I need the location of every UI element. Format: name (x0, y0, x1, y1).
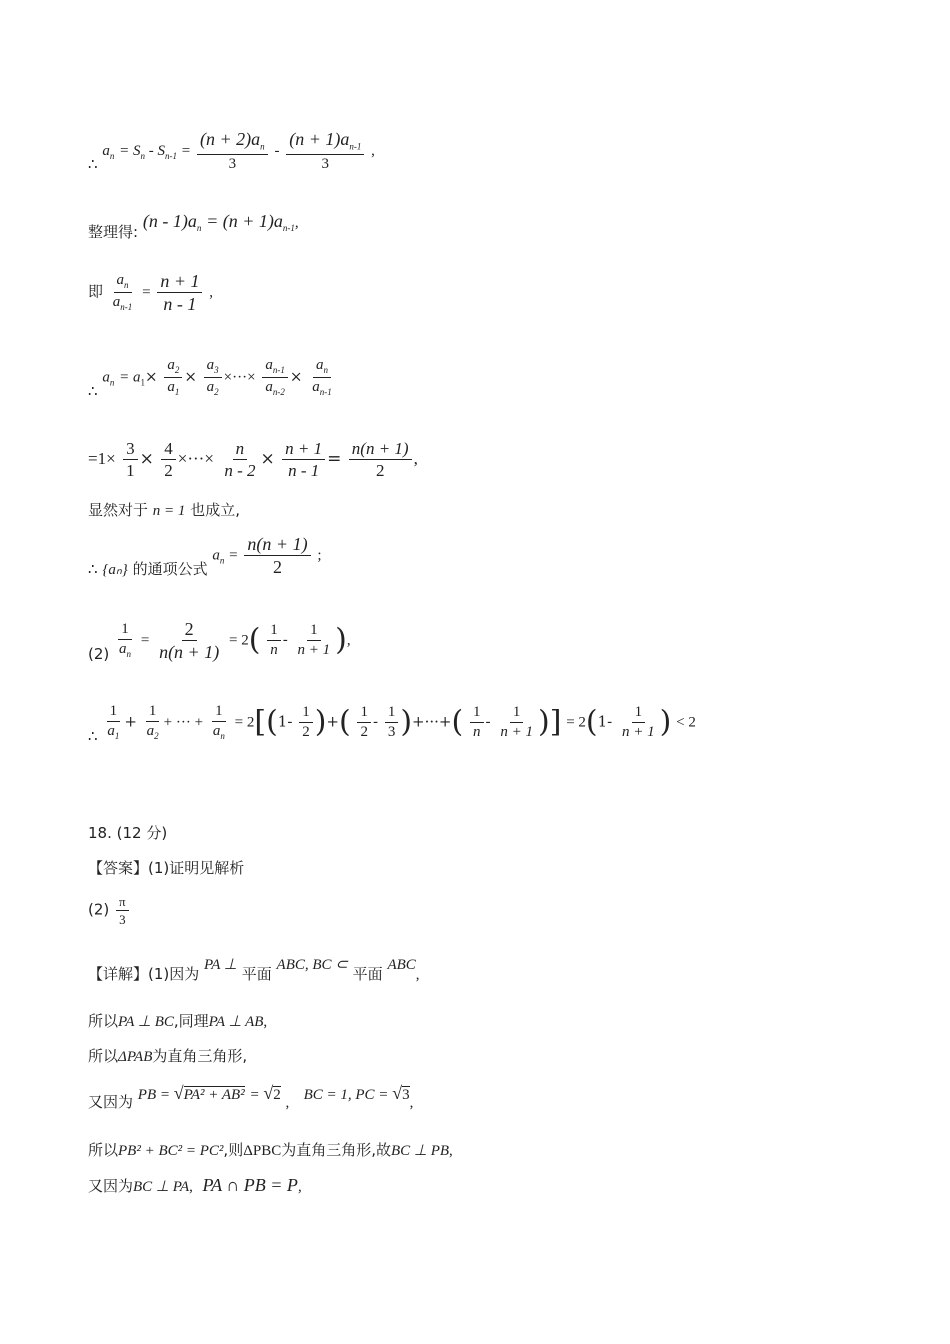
question-18-header: 18. (12 分) (88, 824, 168, 842)
rearrange-label: 整理得: (88, 223, 139, 241)
fraction: $\frac{n + 1}{n - 1}$ (282, 440, 325, 479)
therefore-symbol: ∴ (88, 156, 98, 173)
eq-general-term: ∴ {aₙ} 的通项公式 $a_n$ = $\frac{n(n + 1)}{2}$ ; (88, 534, 322, 578)
eq-product-value: =1× $\frac{3}{1}$ × $\frac{4}{2}$ ×···× $\frac{n}{n - 2}$ × $\frac{n + 1}{n - 1}$ = $\frac{n(n + 1)}{2}$ , (88, 439, 418, 480)
fraction: $\frac{1}{2}$ (357, 705, 371, 740)
fraction: $\frac{a_3}{a_2}$ (204, 358, 222, 397)
fraction: $\frac{1}{a_n}$ (212, 703, 225, 741)
fraction: $\frac{n + 1}{n - 1}$ (157, 272, 202, 313)
eq-rearrange: 整理得: $(n - 1)a_n = (n + 1)a_{n-1}$, (88, 211, 299, 241)
fraction: $\frac{(n + 1)a_{n-1}}{3}$ (286, 130, 364, 172)
fraction: $\frac{n(n + 1)}{2}$ (349, 440, 412, 479)
fraction: $\frac{a_{n-1}}{a_{n-2}}$ (262, 358, 288, 397)
detail-line-5: 所以PB² + BC² = PC²,则ΔPBC为直角三角形,故BC ⊥ PB, (88, 1141, 453, 1159)
fraction: $\frac{n(n + 1)}{2}$ (244, 535, 310, 576)
fraction: $\frac{1}{n + 1}$ (297, 622, 331, 658)
answer-part2: (2) $\frac{\pi}{3}$ (88, 895, 131, 926)
fraction: $\frac{2}{n(n + 1)}$ (159, 619, 220, 662)
detail-line-6: 又因为BC ⊥ PA, PA ∩ PB = P, (88, 1175, 302, 1195)
fraction: $\frac{1}{n}$ (470, 705, 484, 740)
fraction-pi-over-3: $\frac{\pi}{3}$ (116, 895, 129, 926)
eq-an-difference: ∴ $a_n = S_n - S_{n-1}$ = $\frac{(n + 2)a_n}{3}$ - $\frac{(n + 1)a_{n-1}}{3}$ , (88, 129, 375, 173)
eq-part2: (2) $\frac{1}{a_n}$ = $\frac{2}{n(n + 1)}$ = 2( $\frac{1}{n}$ - $\frac{1}{n + 1}$ ), (88, 619, 351, 663)
fraction: $\frac{1}{3}$ (385, 705, 399, 740)
answer-line: 【答案】(1)证明见解析 (88, 859, 245, 877)
fraction: $\frac{3}{1}$ (123, 440, 138, 479)
fraction: $\frac{a_n}{a_{n-1}}$ (312, 357, 332, 397)
fraction: $\frac{1}{2}$ (299, 705, 313, 740)
fraction: $\frac{1}{n}$ (267, 623, 281, 658)
text-also-holds: 显然对于 n = 1 也成立, (88, 501, 240, 519)
fraction: $\frac{1}{a_1}$ (107, 703, 120, 741)
fraction: $\frac{1}{a_n}$ (119, 621, 132, 659)
fraction: $\frac{4}{2}$ (161, 440, 176, 479)
detail-line-2: 所以PA ⊥ BC,同理PA ⊥ AB, (88, 1012, 268, 1030)
detail-line-4: 又因为 PB = √PA² + AB² = √2 , BC = 1, PC = √3, (88, 1083, 414, 1111)
fraction: $\frac{a_2}{a_1}$ (164, 358, 182, 397)
detail-line-1: 【详解】(1)因为 PA ⊥ 平面 ABC, BC ⊂ 平面 ABC, (88, 957, 420, 983)
fraction: $\frac{(n + 2)a_n}{3}$ (197, 130, 268, 172)
fraction: $\frac{1}{a_2}$ (146, 703, 159, 741)
fraction: $\frac{1}{n + 1}$ (500, 704, 533, 740)
fraction: $\frac{1}{n + 1}$ (622, 704, 655, 740)
eq-ratio: 即 $\frac{a_n}{a_{n-1}}$ = $\frac{n + 1}{n - 1}$ , (88, 271, 214, 314)
eq-sum: ∴ $\frac{1}{a_1}$ + $\frac{1}{a_2}$ + ··· + $\frac{1}{a_n}$ = 2[(1- $\frac{1}{2}$ )+( $\frac{1}{2}$ - $\frac{1}{3}$ )+···+( $\frac{1}{n}$ - $\frac{1}{n + 1}$ )] = 2(1- $\frac{1}{n + 1}$ ) < 2 (88, 703, 696, 745)
eq-product: ∴ $a_n = a_1\times$ $\frac{a_2}{a_1}$ × $\frac{a_3}{a_2}$ ×···× $\frac{a_{n-1}}{a_{n-2}}$ × $\frac{a_n}{a_{n-1}}$ (88, 358, 337, 397)
detail-line-3: 所以ΔPAB为直角三角形, (88, 1047, 248, 1065)
fraction: $\frac{a_n}{a_{n-1}}$ (112, 272, 133, 312)
fraction: $\frac{n}{n - 2}$ (224, 439, 256, 480)
